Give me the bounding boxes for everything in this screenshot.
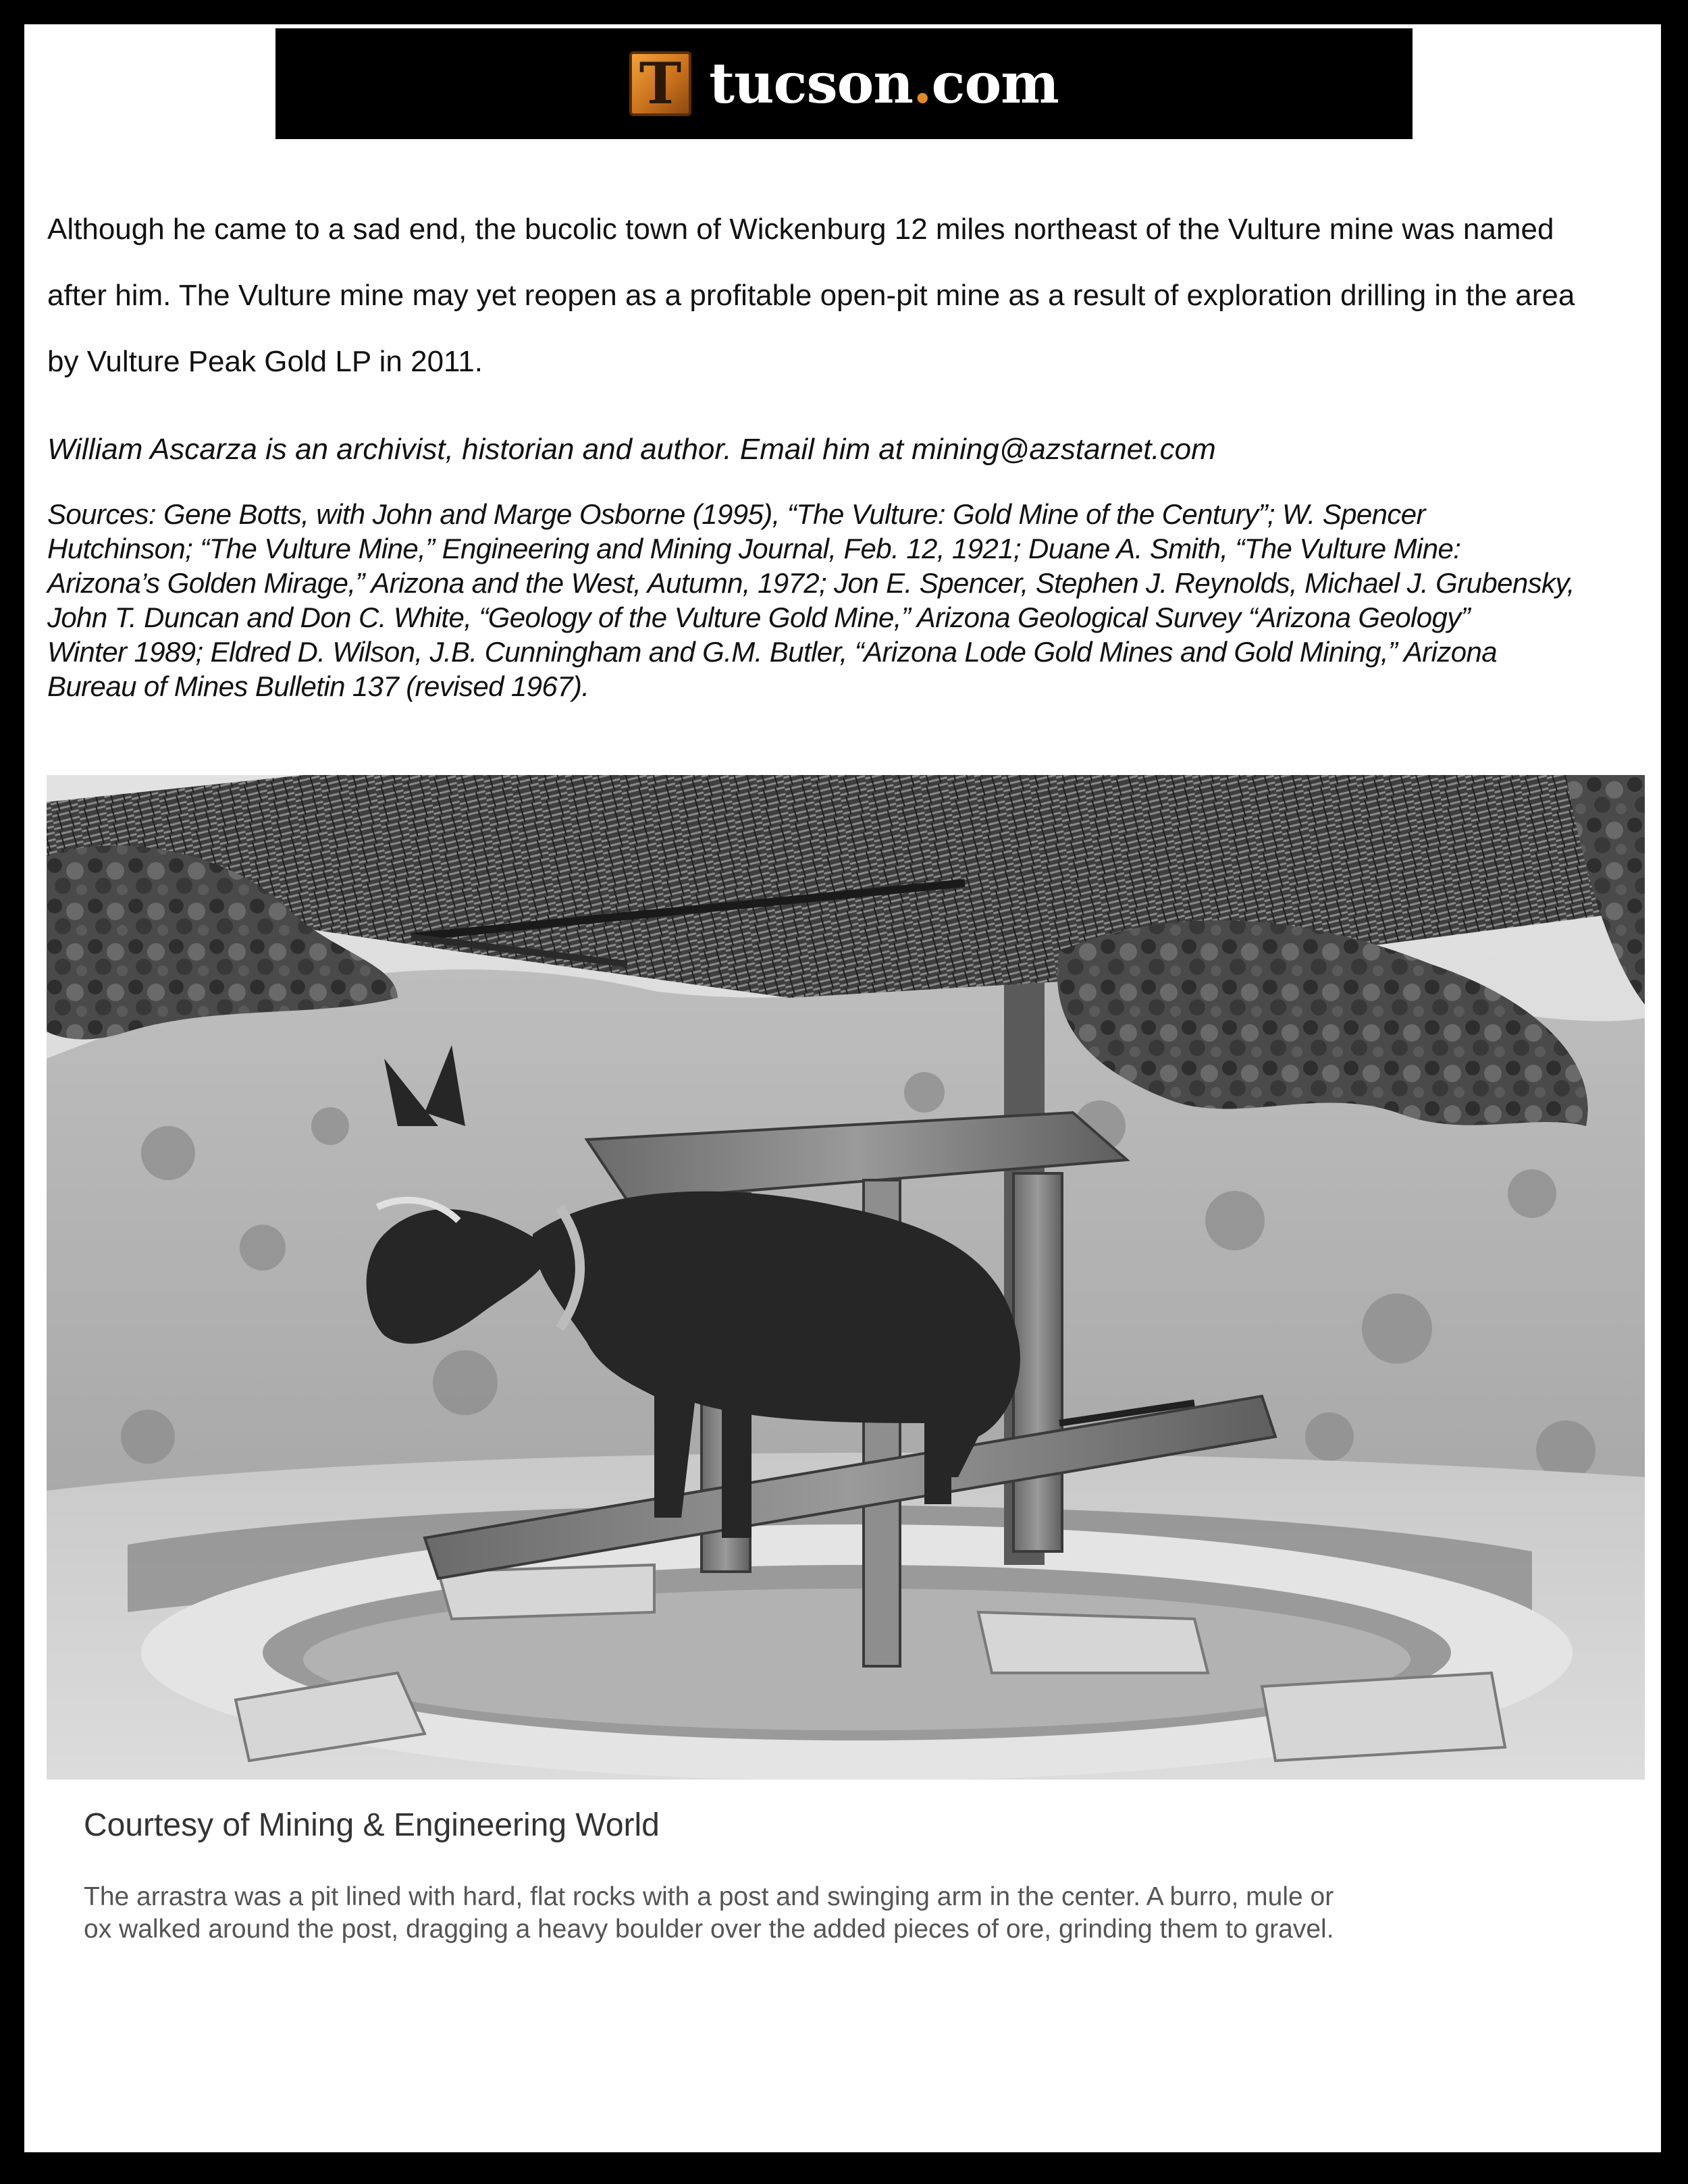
sources-line: Sources: Gene Botts, with John and Marge Osborne (1995), “The Vulture: Gold Mine of the Century”; W. Spencer <box>47 498 1425 530</box>
sources-line: John T. Duncan and Don C. White, “Geology of the Vulture Gold Mine,” Arizona Geological Survey “Arizona Geology” <box>47 602 1471 633</box>
sources-list <box>47 497 1661 703</box>
paragraph-line: Although he came to a sad end, the bucolic town of Wickenburg 12 miles northeast of the Vulture mine was named <box>47 213 1554 246</box>
wordmark-tld: com <box>931 51 1059 116</box>
author-note: William Ascarza is an archivist, historian and author. Email him at mining@azstarnet.com <box>47 433 1216 466</box>
arrastra-photo <box>47 775 1645 1780</box>
caption-line: The arrastra was a pit lined with hard, flat rocks with a post and swinging arm in the center. A burro, mule or <box>84 1882 1334 1911</box>
caption-line: ox walked around the post, dragging a heavy boulder over the added pieces of ore, grinding them to gravel. <box>84 1915 1334 1944</box>
sources-line: Arizona’s Golden Mirage,” Arizona and the West, Autumn, 1972; Jon E. Spencer, Stephen J. Reynolds, Michael J. Grubensky, <box>47 567 1575 599</box>
wordmark-dot: . <box>912 51 932 116</box>
tucson-logo-icon <box>629 51 691 116</box>
article-page <box>24 24 1661 2152</box>
article-paragraph <box>47 196 1634 395</box>
photo-credit: Courtesy of Mining & Engineering World <box>84 1807 660 1843</box>
sources-line: Hutchinson; “The Vulture Mine,” Engineering and Mining Journal, Feb. 12, 1921; Duane A. Smith, “The Vulture Mine: <box>47 533 1461 564</box>
photo-caption <box>84 1881 1603 1946</box>
paragraph-line: after him. The Vulture mine may yet reopen as a profitable open-pit mine as a result of exploration drilling in the area <box>47 279 1575 312</box>
paragraph-line: by Vulture Peak Gold LP in 2011. <box>47 345 483 378</box>
wordmark-name: tucson <box>709 51 913 116</box>
sources-line: Winter 1989; Eldred D. Wilson, J.B. Cunningham and G.M. Butler, “Arizona Lode Gold Mines and Gold Mining,” Arizona <box>47 636 1498 668</box>
logo-letter: T <box>639 50 682 117</box>
masthead-banner[interactable] <box>275 28 1413 139</box>
site-wordmark <box>709 51 1059 116</box>
sources-line: Bureau of Mines Bulletin 137 (revised 1967). <box>47 670 589 702</box>
